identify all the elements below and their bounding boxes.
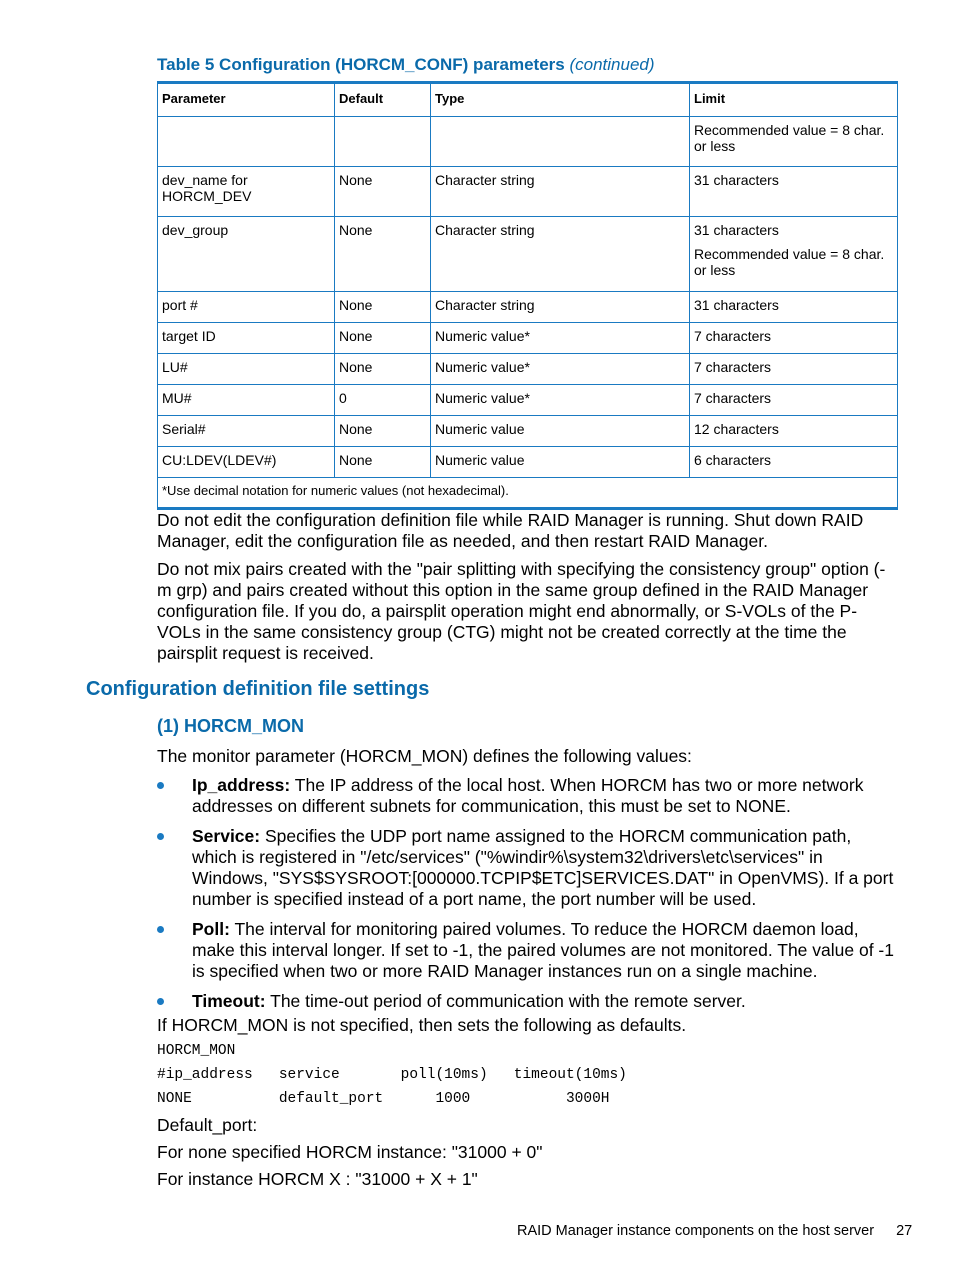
bullet-icon xyxy=(157,926,164,933)
cell-parameter: port # xyxy=(158,292,335,323)
table-row xyxy=(158,292,898,323)
table-row xyxy=(158,385,898,416)
bullet-icon xyxy=(157,782,164,789)
table-caption xyxy=(157,55,655,75)
table-caption-continued: (continued) xyxy=(569,55,655,74)
bullet-text: The time-out period of communication with the remote server. xyxy=(265,991,746,1011)
none-specified-instance: For none specified HORCM instance: "31000 + 0" xyxy=(157,1142,543,1162)
cell-type: Character string xyxy=(431,167,690,217)
list-item xyxy=(157,991,899,1012)
bullet-text: The IP address of the local host. When HORCM has two or more network addresses on different subnets for communication, this must be set to NONE. xyxy=(192,775,864,816)
parameter-bullet-list xyxy=(157,775,899,1021)
bullet-term: Timeout: xyxy=(192,991,266,1011)
cell-limit-line: 12 characters xyxy=(694,421,779,437)
cell-default: None xyxy=(335,292,431,323)
section-heading: Configuration definition file settings xyxy=(86,678,430,700)
cell-limit-line: 7 characters xyxy=(694,390,772,406)
subsection-heading: (1) HORCM_MON xyxy=(157,716,304,736)
list-item xyxy=(157,919,899,982)
cell-parameter: dev_name for HORCM_DEV xyxy=(158,167,335,217)
cell-limit xyxy=(690,117,898,167)
cell-parameter: CU:LDEV(LDEV#) xyxy=(158,447,335,478)
cell-parameter: dev_group xyxy=(158,217,335,292)
cell-default: None xyxy=(335,354,431,385)
monitor-intro: The monitor parameter (HORCM_MON) defines the following values: xyxy=(157,746,692,766)
cell-limit-line: 31 characters xyxy=(694,172,779,188)
cell-limit-line: Recommended value = 8 char. or less xyxy=(694,246,885,278)
page-footer xyxy=(517,1223,912,1239)
bullet-term: Service: xyxy=(192,826,261,846)
cell-limit-line: 7 characters xyxy=(694,359,772,375)
table-row xyxy=(158,323,898,354)
table-row xyxy=(158,217,898,292)
bullet-text: The interval for monitoring paired volumes. To reduce the HORCM daemon load, make this interval longer. If set to -1, the paired volumes are not monitored. The value of -1 is specified when two or more RAID Manager instances run on a single machine. xyxy=(192,919,894,981)
table-row xyxy=(158,447,898,478)
code-line: HORCM_MON xyxy=(157,1043,236,1059)
code-line: NONE default_port 1000 3000H xyxy=(157,1091,610,1107)
cell-limit-line: 7 characters xyxy=(694,328,772,344)
table-footnote-row xyxy=(158,478,898,509)
cell-limit xyxy=(690,416,898,447)
cell-limit xyxy=(690,292,898,323)
cell-limit xyxy=(690,354,898,385)
cell-limit-line: 31 characters xyxy=(694,222,779,238)
cell-type: Numeric value* xyxy=(431,385,690,416)
table-caption-title: Table 5 Configuration (HORCM_CONF) parameters xyxy=(157,55,565,74)
cell-default: None xyxy=(335,167,431,217)
cell-limit-line: Recommended value = 8 char. or less xyxy=(694,122,885,154)
cell-default: None xyxy=(335,447,431,478)
cell-default: 0 xyxy=(335,385,431,416)
table-row xyxy=(158,416,898,447)
table-header-row xyxy=(158,83,898,117)
cell-limit-line: 6 characters xyxy=(694,452,772,468)
bullet-term: Poll: xyxy=(192,919,230,939)
cell-default: None xyxy=(335,416,431,447)
table-row xyxy=(158,354,898,385)
instance-x: For instance HORCM X : "31000 + X + 1" xyxy=(157,1169,478,1189)
table-footnote: *Use decimal notation for numeric values (not hexadecimal). xyxy=(158,478,898,509)
cell-parameter: Serial# xyxy=(158,416,335,447)
cell-type xyxy=(431,117,690,167)
header-type: Type xyxy=(431,83,690,117)
cell-type: Numeric value* xyxy=(431,354,690,385)
cell-type: Numeric value xyxy=(431,416,690,447)
cell-type: Numeric value* xyxy=(431,323,690,354)
footer-text: RAID Manager instance components on the host server xyxy=(517,1223,875,1239)
cell-parameter: target ID xyxy=(158,323,335,354)
cell-type: Numeric value xyxy=(431,447,690,478)
cell-default: None xyxy=(335,217,431,292)
header-parameter: Parameter xyxy=(158,83,335,117)
page-number: 27 xyxy=(896,1223,913,1239)
cell-default xyxy=(335,117,431,167)
cell-limit xyxy=(690,217,898,292)
default-port-label: Default_port: xyxy=(157,1115,258,1135)
cell-limit xyxy=(690,167,898,217)
bullet-icon xyxy=(157,833,164,840)
list-item xyxy=(157,775,899,817)
cell-parameter xyxy=(158,117,335,167)
cell-parameter: LU# xyxy=(158,354,335,385)
paragraph-no-edit: Do not edit the configuration definition file while RAID Manager is running. Shut down RAID Manager, edit the configuration file as needed, and then restart RAID Manager. xyxy=(157,510,864,551)
table-row xyxy=(158,167,898,217)
paragraph-no-mix: Do not mix pairs created with the "pair splitting with specifying the consistency group" option (-m grp) and pairs created without this option in the same group defined in the RAID Manager configuration file. If you do, a pairsplit operation might end abnormally, or S-VOLs of the P-VOLs in the same consistency group (CTG) might not be created correctly at the time the pairsplit request is received. xyxy=(157,559,886,663)
bullet-text: Specifies the UDP port name assigned to the HORCM communication path, which is registered in "/etc/services" ("%windir%\system32\drivers\etc\services" in Windows, "SYS$SYSROOT:[000000.TCPIP$ETC]SERVICES.DAT" in OpenVMS). If a port number is specified instead of a port name, the port number will be used. xyxy=(192,826,894,909)
cell-limit xyxy=(690,447,898,478)
bullet-icon xyxy=(157,998,164,1005)
cell-parameter: MU# xyxy=(158,385,335,416)
cell-limit-line: 31 characters xyxy=(694,297,779,313)
cell-limit xyxy=(690,385,898,416)
table-row xyxy=(158,117,898,167)
defaults-intro: If HORCM_MON is not specified, then sets the following as defaults. xyxy=(157,1015,687,1035)
code-line: #ip_address service poll(10ms) timeout(10ms) xyxy=(157,1067,627,1083)
cell-default: None xyxy=(335,323,431,354)
header-limit: Limit xyxy=(690,83,898,117)
header-default: Default xyxy=(335,83,431,117)
parameters-table xyxy=(157,81,898,510)
cell-limit xyxy=(690,323,898,354)
cell-type: Character string xyxy=(431,292,690,323)
list-item xyxy=(157,826,899,910)
bullet-term: Ip_address: xyxy=(192,775,291,795)
cell-type: Character string xyxy=(431,217,690,292)
